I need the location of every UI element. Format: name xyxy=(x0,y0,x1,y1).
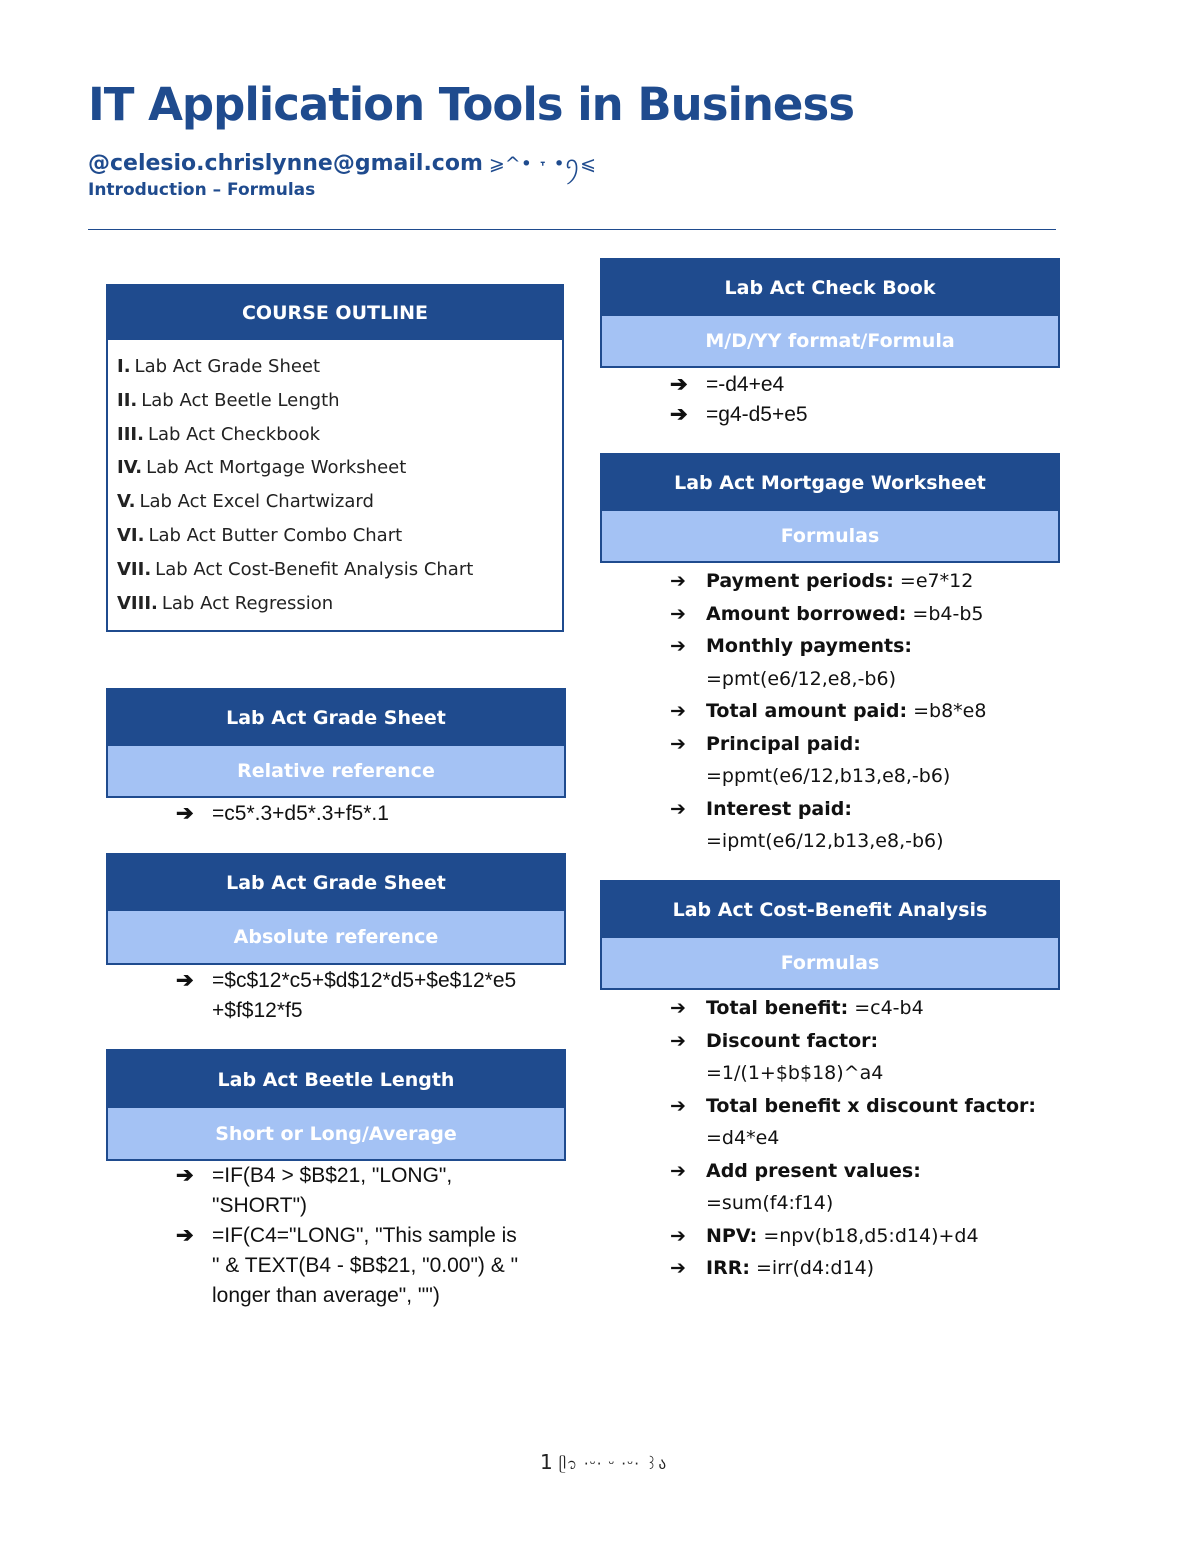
arrow-icon: ➔ xyxy=(670,635,686,657)
outline-item: V. Lab Act Excel Chartwizard xyxy=(117,491,374,513)
arrow-icon: ➔ xyxy=(670,1029,686,1052)
email-text: @celesio.chrislynne@gmail.com xyxy=(88,151,483,176)
outline-item: VI. Lab Act Butter Combo Chart xyxy=(117,524,403,546)
course-outline-list xyxy=(108,340,562,620)
arrow-icon: ➔ xyxy=(670,373,688,396)
formula-item: ➔ Add present values: =sum(f4:f14) xyxy=(670,1155,1070,1220)
section-subtitle: Formulas xyxy=(602,938,1058,988)
section-title: Lab Act Beetle Length xyxy=(108,1051,564,1108)
arrow-icon: ➔ xyxy=(176,969,194,992)
arrow-icon: ➔ xyxy=(670,570,686,592)
section-title: Lab Act Grade Sheet xyxy=(108,690,564,746)
arrow-icon: ➔ xyxy=(670,403,688,426)
section-title: Lab Act Mortgage Worksheet xyxy=(602,455,1058,511)
arrow-icon: ➔ xyxy=(176,802,194,825)
mortgage-worksheet-box xyxy=(600,453,1060,563)
grade-sheet-relative-box xyxy=(106,688,566,798)
formula-item: ➔ NPV: =npv(b18,d5:d14)+d4 xyxy=(670,1220,1070,1253)
formula-item: ➔ Interest paid: =ipmt(e6/12,b13,e8,-b6) xyxy=(670,793,1070,858)
arrow-icon: ➔ xyxy=(670,1257,686,1279)
outline-item: VII. Lab Act Cost-Benefit Analysis Chart xyxy=(117,558,474,580)
formula-item: ➔ =IF(B4 > $B$21, "LONG", "SHORT") xyxy=(176,1161,566,1221)
formula-item: ➔ =c5*.3+d5*.3+f5*.1 xyxy=(176,799,566,829)
formula-item: ➔ Payment periods: =e7*12 xyxy=(670,565,1070,598)
formula-item: ➔ =IF(C4="LONG", "This sample is " & TEXT(B4 - $B$21, "0.00") & " longer than average", "") xyxy=(176,1221,566,1311)
outline-item: II. Lab Act Beetle Length xyxy=(117,389,340,411)
section-subtitle: Formulas xyxy=(602,511,1058,561)
section-title: Lab Act Grade Sheet xyxy=(108,855,564,911)
formula-item: ➔ Discount factor: =1/(1+$b$18)^a4 xyxy=(670,1025,1070,1090)
arrow-icon: ➔ xyxy=(176,1224,194,1247)
formula-item: ➔ Amount borrowed: =b4-b5 xyxy=(670,598,1070,631)
page-title: IT Application Tools in Business xyxy=(88,78,855,131)
formula-item: ➔ Monthly payments: =pmt(e6/12,e8,-b6) xyxy=(670,630,1070,695)
formula-item: ➔ Total benefit x discount factor: =d4*e4 xyxy=(670,1090,1070,1155)
section-title: Lab Act Cost-Benefit Analysis xyxy=(602,882,1058,938)
grade-relative-formulas xyxy=(176,799,566,829)
formula-item: ➔ =g4-d5+e5 xyxy=(670,400,1060,430)
section-subtitle: Relative reference xyxy=(108,746,564,796)
formula-item: ➔ Total amount paid: =b8*e8 xyxy=(670,695,1070,728)
formula-item: ➔ IRR: =irr(d4:d14) xyxy=(670,1252,1070,1285)
course-outline-heading: COURSE OUTLINE xyxy=(108,286,562,340)
beetle-length-box xyxy=(106,1049,566,1161)
outline-item: IV. Lab Act Mortgage Worksheet xyxy=(117,457,407,479)
page-number: 1 xyxy=(540,1450,553,1474)
arrow-icon: ➔ xyxy=(670,997,686,1019)
cat-emoticon: ⩾^• ˕ •ꪆ⩽ xyxy=(488,153,597,175)
formula-item: ➔ =$c$12*c5+$d$12*d5+$e$12*e5 +$f$12*f5 xyxy=(176,966,566,1026)
arrow-icon: ➔ xyxy=(670,797,686,820)
arrow-icon: ➔ xyxy=(670,602,686,625)
outline-item: III. Lab Act Checkbook xyxy=(117,423,321,445)
arrow-icon: ➔ xyxy=(670,732,686,755)
section-subtitle: Short or Long/Average xyxy=(108,1108,564,1159)
footer-emoticon: ᥫ᭡ ·ᵕ· ᵕ ·ᵕ· ꒱ა xyxy=(558,1455,668,1473)
author-email xyxy=(88,145,596,185)
cost-benefit-box xyxy=(600,880,1060,990)
course-outline-box xyxy=(106,284,564,632)
page-footer xyxy=(540,1450,667,1480)
checkbook-formulas xyxy=(670,370,1060,430)
arrow-icon: ➔ xyxy=(670,1224,686,1247)
outline-item: VIII. Lab Act Regression xyxy=(117,592,334,614)
formula-item: ➔ =-d4+e4 xyxy=(670,370,1060,400)
section-subtitle: M/D/YY format/Formula xyxy=(602,316,1058,366)
cost-benefit-formulas xyxy=(670,992,1070,1285)
arrow-icon: ➔ xyxy=(670,1159,686,1182)
beetle-formulas xyxy=(176,1161,566,1311)
grade-sheet-absolute-box xyxy=(106,853,566,965)
header-divider xyxy=(88,229,1056,230)
arrow-icon: ➔ xyxy=(670,1094,686,1117)
arrow-icon: ➔ xyxy=(176,1164,194,1187)
check-book-box xyxy=(600,258,1060,368)
section-subtitle: Absolute reference xyxy=(108,911,564,963)
grade-absolute-formulas xyxy=(176,966,566,1026)
section-title: Lab Act Check Book xyxy=(602,260,1058,316)
page-subtitle: Introduction – Formulas xyxy=(88,180,316,200)
formula-item: ➔ Total benefit: =c4-b4 xyxy=(670,992,1070,1025)
outline-item: I. Lab Act Grade Sheet xyxy=(117,356,321,377)
arrow-icon: ➔ xyxy=(670,700,686,722)
formula-item: ➔ Principal paid: =ppmt(e6/12,b13,e8,-b6) xyxy=(670,728,1070,793)
mortgage-formulas xyxy=(670,565,1070,858)
